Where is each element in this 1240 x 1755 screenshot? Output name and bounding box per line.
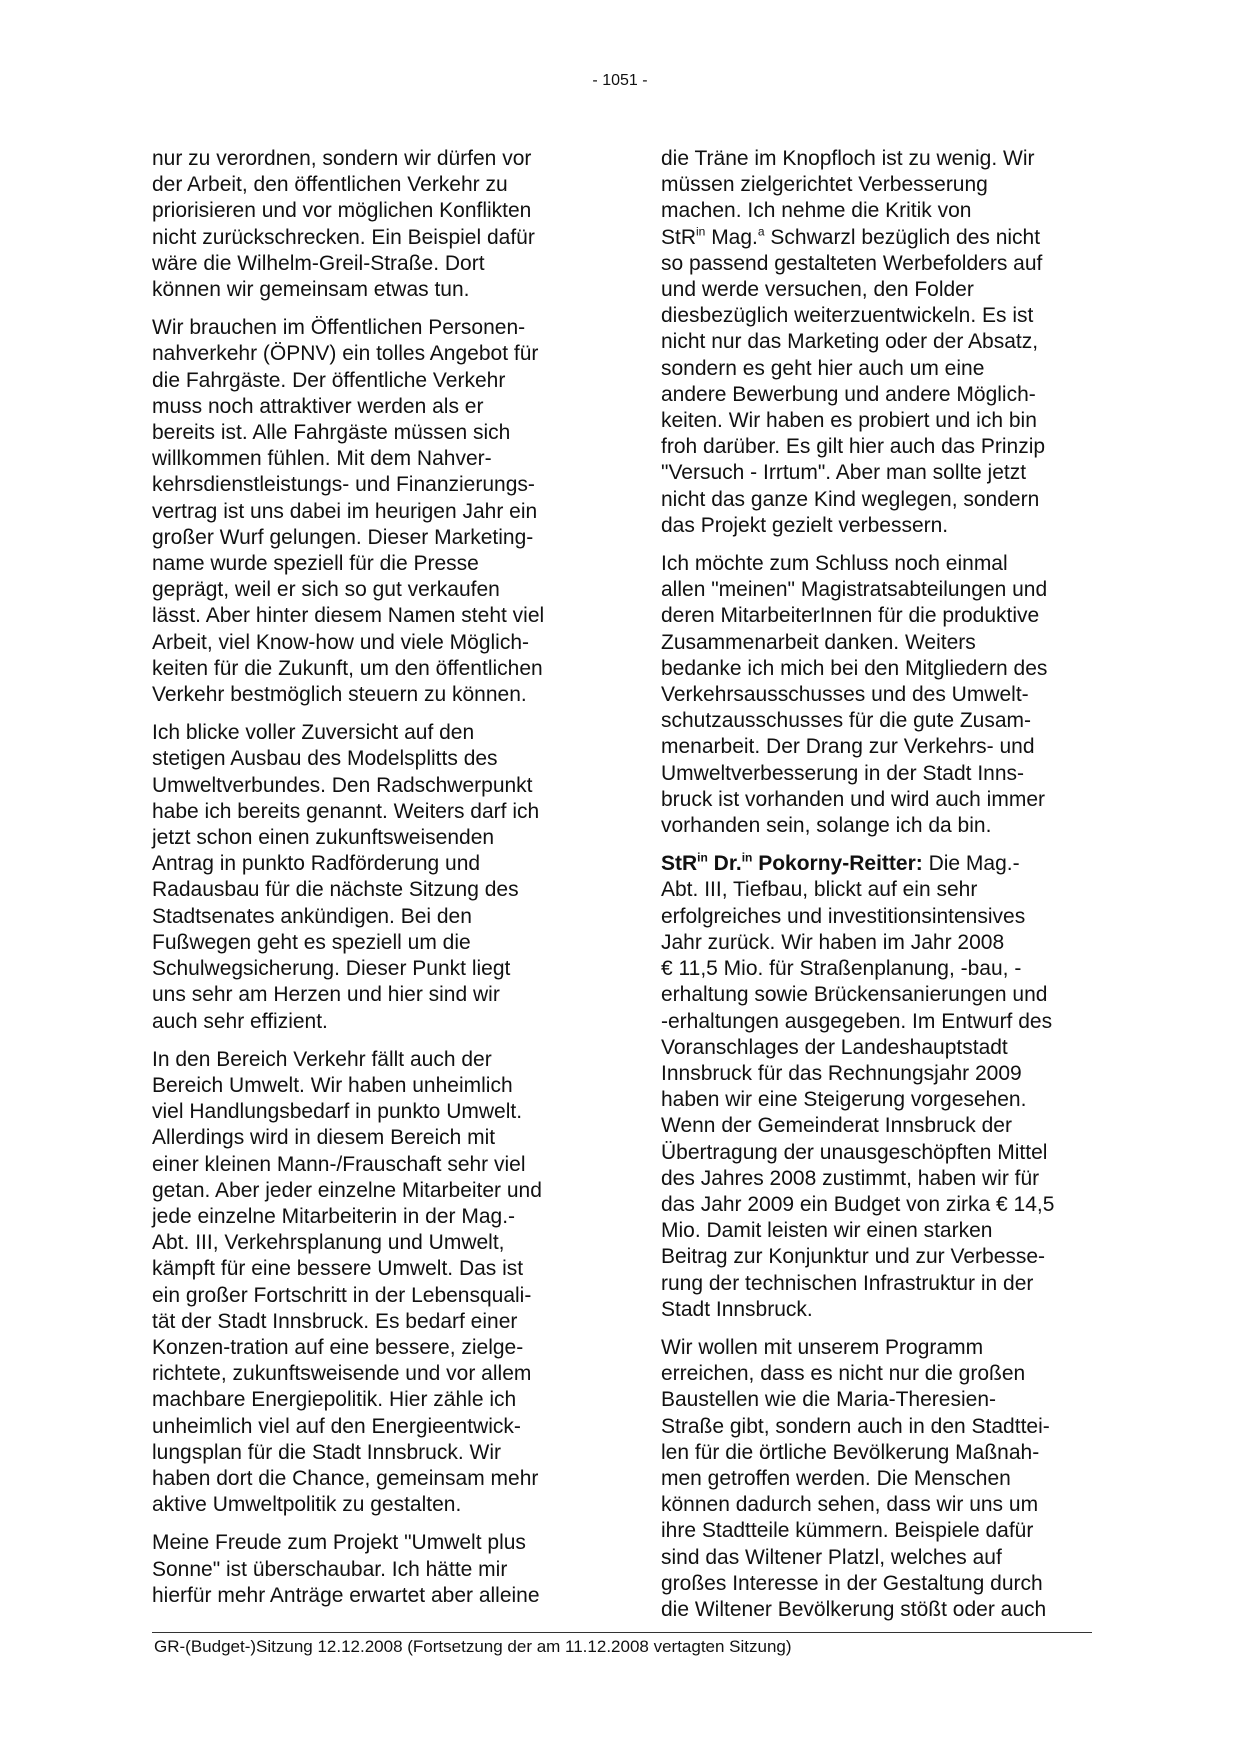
text-line: keiten. Wir haben es probiert und ich bin	[661, 409, 1037, 433]
text-line: Meine Freude zum Projekt "Umwelt plus	[152, 1531, 526, 1555]
text-line: stetigen Ausbau des Modelsplitts des	[152, 747, 498, 771]
text-line: nur zu verordnen, sondern wir dürfen vor	[152, 147, 532, 170]
text-line: Verkehr bestmöglich steuern zu können.	[152, 683, 527, 707]
speaker-name	[661, 852, 923, 875]
superscript: in	[741, 850, 753, 865]
text-line: allen "meinen" Magistratsabteilungen und	[661, 578, 1048, 602]
text-line: können wir gemeinsam etwas tun.	[152, 278, 470, 302]
text-line: rung der technischen Infrastruktur in der	[661, 1271, 1034, 1295]
text-line: menarbeit. Der Drang zur Verkehrs- und	[661, 735, 1035, 759]
text-line: die Träne im Knopfloch ist zu wenig. Wir	[661, 147, 1035, 170]
text-line: Abt. III, Tiefbau, blickt auf ein sehr	[661, 878, 978, 902]
text-line: kehrsdienstleistungs- und Finanzierungs-	[152, 473, 535, 497]
text-line: keiten für die Zukunft, um den öffentlichen	[152, 656, 543, 680]
text-line: Wenn der Gemeinderat Innsbruck der	[661, 1114, 1012, 1138]
text-line: Innsbruck für das Rechnungsjahr 2009	[661, 1061, 1022, 1085]
text-line: die Fahrgäste. Der öffentliche Verkehr	[152, 368, 506, 392]
paragraph	[661, 851, 1101, 1323]
text-line: tät der Stadt Innsbruck. Es bedarf einer	[152, 1309, 518, 1333]
speaker-surname: Pokorny-Reitter:	[752, 852, 923, 876]
text-line: und werde versuchen, den Folder	[661, 278, 974, 302]
text-line: bruck ist vorhanden und wird auch immer	[661, 787, 1046, 811]
superscript: a	[757, 224, 765, 239]
text-line: haben dort die Chance, gemeinsam mehr	[152, 1466, 539, 1490]
text-line: nicht das ganze Kind weglegen, sondern	[661, 487, 1040, 511]
text-line: Übertragung der unausgeschöpften Mittel	[661, 1140, 1048, 1164]
text-line: Verkehrsausschusses und des Umwelt-	[661, 683, 1029, 707]
text-line: kämpft für eine bessere Umwelt. Das ist	[152, 1257, 524, 1281]
text-line: das Jahr 2009 ein Budget von zirka € 14,5	[661, 1192, 1055, 1216]
paragraph	[152, 720, 592, 1034]
text-line: bereits ist. Alle Fahrgäste müssen sich	[152, 421, 511, 445]
text-line: müssen zielgerichtet Verbesserung	[661, 173, 988, 197]
text-line: In den Bereich Verkehr fällt auch der	[152, 1047, 492, 1071]
text-line: einer kleinen Mann-/Frauschaft sehr viel	[152, 1152, 526, 1176]
text-line: € 11,5 Mio. für Straßenplanung, -bau, -	[661, 957, 1022, 981]
text-line: hierfür mehr Anträge erwartet aber alleine	[152, 1583, 540, 1607]
text-line: froh darüber. Es gilt hier auch das Prinzip	[661, 435, 1046, 459]
text-line: len für die örtliche Bevölkerung Maßnah-	[661, 1440, 1040, 1464]
text-line: deren MitarbeiterInnen für die produktive	[661, 604, 1040, 628]
text-line: Stadtsenates ankündigen. Bei den	[152, 904, 472, 928]
text-line: lässt. Aber hinter diesem Namen steht viel	[152, 604, 545, 628]
text-line: sind das Wiltener Platzl, welches auf	[661, 1545, 1002, 1569]
text-line: Umweltverbundes. Den Radschwerpunkt	[152, 773, 533, 797]
text-line: können dadurch sehen, dass wir uns um	[661, 1493, 1039, 1517]
text-line: Baustellen wie die Maria-Theresien-	[661, 1388, 996, 1412]
text-line: machen. Ich nehme die Kritik von	[661, 199, 972, 223]
text-line: Stadt Innsbruck.	[661, 1297, 813, 1321]
text-line: Voranschlages der Landeshauptstadt	[661, 1035, 1008, 1059]
text-line: so passend gestalteten Werbefolders auf	[661, 251, 1043, 275]
text-line: Sonne" ist überschaubar. Ich hätte mir	[152, 1557, 508, 1581]
text-line: nicht nur das Marketing oder der Absatz,	[661, 330, 1039, 354]
text-line: richtete, zukunftsweisende und vor allem	[152, 1362, 532, 1386]
text-line: nahverkehr (ÖPNV) ein tolles Angebot für	[152, 342, 539, 366]
text-line: Umweltverbesserung in der Stadt Inns-	[661, 761, 1024, 785]
text-line: wäre die Wilhelm-Greil-Straße. Dort	[152, 251, 485, 275]
text-line: vertrag ist uns dabei im heurigen Jahr ein	[152, 499, 538, 523]
text-line: Schulwegsicherung. Dieser Punkt liegt	[152, 957, 511, 981]
text-line: die Wiltener Bevölkerung stößt oder auch	[661, 1597, 1047, 1621]
text-line: geprägt, weil er sich so gut verkaufen	[152, 578, 500, 602]
text-line: Arbeit, viel Know-how und viele Möglich-	[152, 630, 530, 654]
title-text: Dr.	[707, 852, 742, 876]
text-line: unheimlich viel auf den Energieentwick-	[152, 1414, 521, 1438]
text-line: priorisieren und vor möglichen Konflikten	[152, 199, 532, 223]
left-column	[152, 146, 592, 1621]
text-line: Konzen-tration auf eine bessere, zielge-	[152, 1335, 524, 1359]
text-line: ihre Stadtteile kümmern. Beispiele dafür	[661, 1519, 1034, 1543]
text-line: Jahr zurück. Wir haben im Jahr 2008	[661, 930, 1005, 954]
paragraph	[661, 551, 1101, 839]
text-line: schutzausschusses für die gute Zusam-	[661, 709, 1032, 733]
text-line: bedanke ich mich bei den Mitgliedern des	[661, 656, 1048, 680]
paragraph	[152, 1530, 592, 1609]
text-line: Fußwegen geht es speziell um die	[152, 930, 471, 954]
text-line: nicht zurückschrecken. Ein Beispiel dafür	[152, 225, 535, 249]
footer-divider	[152, 1632, 1092, 1633]
text-line	[661, 851, 1101, 877]
text-line: lungsplan für die Stadt Innsbruck. Wir	[152, 1440, 502, 1464]
paragraph	[152, 1047, 592, 1519]
text-line: Ich blicke voller Zuversicht auf den	[152, 721, 475, 745]
superscript: in	[696, 224, 706, 239]
text-line: Wir wollen mit unserem Programm	[661, 1335, 984, 1359]
text-line: name wurde speziell für die Presse	[152, 552, 479, 576]
page-number: - 1051 -	[592, 72, 648, 89]
text-line: ein großer Fortschritt in der Lebensquali-	[152, 1283, 532, 1307]
text-line: Straße gibt, sondern auch in den Stadttei-	[661, 1414, 1050, 1438]
title-text: Mag.	[705, 225, 758, 249]
text-line: Ich möchte zum Schluss noch einmal	[661, 552, 1008, 576]
text-line: habe ich bereits genannt. Weiters darf ich	[152, 799, 540, 823]
paragraph	[152, 315, 592, 708]
text-line: -erhaltungen ausgegeben. Im Entwurf des	[661, 1009, 1053, 1033]
text-line: Radausbau für die nächste Sitzung des	[152, 878, 519, 902]
text-line: erreichen, dass es nicht nur die großen	[661, 1362, 1026, 1386]
text-line: jetzt schon einen zukunftsweisenden	[152, 826, 495, 850]
text-line: Abt. III, Verkehrsplanung und Umwelt,	[152, 1231, 505, 1255]
text-line: Mio. Damit leisten wir einen starken	[661, 1219, 993, 1243]
text-line: jede einzelne Mitarbeiterin in der Mag.-	[152, 1204, 516, 1228]
text-line: muss noch attraktiver werden als er	[152, 394, 484, 418]
text-line: auch sehr effizient.	[152, 1009, 328, 1033]
text-run: Schwarzl bezüglich des nicht	[764, 225, 1041, 249]
text-line: aktive Umweltpolitik zu gestalten.	[152, 1493, 462, 1517]
text-line: "Versuch - Irrtum". Aber man sollte jetzt	[661, 461, 1027, 485]
right-column	[661, 146, 1101, 1635]
text-line: machbare Energiepolitik. Hier zähle ich	[152, 1388, 517, 1412]
text-line: des Jahres 2008 zustimmt, haben wir für	[661, 1166, 1040, 1190]
text-line: willkommen fühlen. Mit dem Nahver-	[152, 447, 492, 471]
text-line: Wir brauchen im Öffentlichen Personen-	[152, 316, 526, 340]
text-line: men getroffen werden. Die Menschen	[661, 1466, 1011, 1490]
text-line: Bereich Umwelt. Wir haben unheimlich	[152, 1073, 513, 1097]
text-line: vorhanden sein, solange ich da bin.	[661, 814, 992, 838]
text-line: andere Bewerbung und andere Möglich-	[661, 382, 1036, 406]
text-line: Zusammenarbeit danken. Weiters	[661, 630, 976, 654]
text-line: sondern es geht hier auch um eine	[661, 356, 985, 380]
text-line: das Projekt gezielt verbessern.	[661, 513, 949, 537]
text-line: Beitrag zur Konjunktur und zur Verbesse-	[661, 1245, 1046, 1269]
text-run: Die Mag.-	[922, 852, 1020, 876]
text-line: diesbezüglich weiterzuentwickeln. Es ist	[661, 304, 1034, 328]
text-line: großer Wurf gelungen. Dieser Marketing-	[152, 525, 534, 549]
text-line: erfolgreiches und investitionsintensives	[661, 904, 1026, 928]
text-line: der Arbeit, den öffentlichen Verkehr zu	[152, 173, 508, 197]
text-line: uns sehr am Herzen und hier sind wir	[152, 983, 500, 1007]
paragraph	[152, 146, 592, 303]
page-footer: GR-(Budget-)Sitzung 12.12.2008 (Fortsetzung der am 11.12.2008 vertagten Sitzung)	[154, 1637, 792, 1656]
text-line: getan. Aber jeder einzelne Mitarbeiter und	[152, 1178, 542, 1202]
paragraph	[661, 1335, 1101, 1623]
text-line: erhaltung sowie Brückensanierungen und	[661, 983, 1048, 1007]
text-line: haben wir eine Steigerung vorgesehen.	[661, 1088, 1027, 1112]
text-line: Allerdings wird in diesem Bereich mit	[152, 1126, 496, 1150]
text-line	[661, 225, 1101, 251]
text-line: Antrag in punkto Radförderung und	[152, 852, 481, 876]
text-line: großes Interesse in der Gestaltung durch	[661, 1571, 1043, 1595]
superscript: in	[697, 850, 708, 865]
title-text: StR	[661, 225, 697, 249]
paragraph	[661, 146, 1101, 539]
title-text: StR	[661, 852, 698, 876]
text-line: viel Handlungsbedarf in punkto Umwelt.	[152, 1100, 523, 1124]
